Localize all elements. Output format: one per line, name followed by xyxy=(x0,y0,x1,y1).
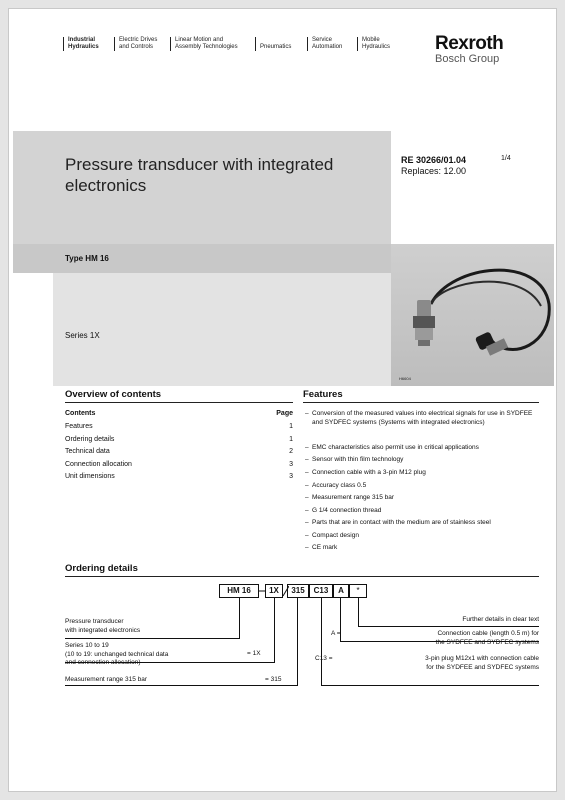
product-photo xyxy=(391,244,554,386)
title-line: Pressure transducer with integrated xyxy=(65,155,334,174)
feature-item: – Parts that are in contact with the medium are of stainless steel xyxy=(305,519,539,528)
nav-label: Pneumatics xyxy=(260,44,292,50)
code-dashes xyxy=(259,584,289,598)
connector-line xyxy=(65,685,298,686)
feature-item: – EMC characteristics also permit use in critical applications xyxy=(305,444,539,453)
series-label: Series 1X xyxy=(65,331,100,340)
feature-item: – Compact design xyxy=(305,532,539,541)
option-c13-description xyxy=(349,655,539,672)
option-a-description xyxy=(359,630,539,647)
ord-text-line: Connection cable (length 0.5 m) for xyxy=(437,630,539,637)
ord-text-line: with integrated electronics xyxy=(65,626,141,634)
toc-label: Features xyxy=(65,423,93,430)
connector-line xyxy=(321,685,539,686)
toc-row[interactable] xyxy=(65,461,293,471)
connector-line xyxy=(358,598,359,626)
toc-col-contents: Contents xyxy=(65,410,96,417)
feature-item: – Measurement range 315 bar xyxy=(305,494,539,503)
nav-label: Mobile xyxy=(362,37,380,43)
toc-row[interactable] xyxy=(65,448,293,458)
toc-page: 3 xyxy=(289,461,293,468)
toc-col-page: Page xyxy=(276,410,293,417)
ord-text-line: the SYDFEE and SYDFEC systems xyxy=(435,638,539,646)
nav-label: Automation xyxy=(312,44,343,50)
document-number: RE 30266/01.04 xyxy=(401,155,467,165)
nav-industrial-hydraulics[interactable] xyxy=(63,37,99,51)
feature-item: – Connection cable with a 3-pin M12 plug xyxy=(305,469,539,478)
toc-header xyxy=(65,410,293,420)
toc-label: Ordering details xyxy=(65,436,115,443)
nav-label: Electric Drives xyxy=(119,37,158,43)
overview-rule xyxy=(65,402,293,403)
nav-label: Hydraulics xyxy=(362,44,391,50)
connector-line xyxy=(239,598,240,638)
document-title xyxy=(65,154,385,196)
replaces-label: Replaces: 12.00 xyxy=(401,166,467,176)
nav-label: and Controls xyxy=(119,44,154,50)
code-further: * xyxy=(349,584,367,598)
ord-text-line: Pressure transducer xyxy=(65,618,124,625)
toc-page: 3 xyxy=(289,473,293,480)
nav-pneumatics[interactable] xyxy=(255,37,291,51)
range-value: = 315 xyxy=(265,676,282,683)
rexroth-logo: Rexroth xyxy=(435,33,504,54)
ord-text-line: for the SYDFEE and SYDFEC systems xyxy=(426,663,539,671)
further-details: Further details in clear text xyxy=(462,616,539,623)
code-plug: C13 xyxy=(309,584,333,598)
nav-label: Hydraulics xyxy=(68,44,99,50)
bosch-group-label: Bosch Group xyxy=(435,53,500,65)
title-line: electronics xyxy=(65,176,147,195)
connector-line xyxy=(65,638,240,639)
nav-label: Industrial xyxy=(68,37,96,43)
toc-label: Unit dimensions xyxy=(65,473,115,480)
series-value: = 1X xyxy=(247,650,261,657)
code-hm16: HM 16 xyxy=(219,584,259,598)
photo-tag: H6604 xyxy=(399,376,411,381)
ord-text-line: 3-pin plug M12x1 with connection cable xyxy=(425,655,539,662)
toc-page: 1 xyxy=(289,423,293,430)
toc-row[interactable] xyxy=(65,436,293,446)
connector-line xyxy=(321,598,322,685)
nav-label: Assembly Technologies xyxy=(175,44,238,50)
page-indicator: 1/4 xyxy=(501,155,511,162)
nav-electric-drives[interactable] xyxy=(114,37,157,51)
features-heading: Features xyxy=(303,389,343,400)
features-rule xyxy=(303,402,539,403)
range-description: Measurement range 315 bar xyxy=(65,676,148,683)
option-a-key: A = xyxy=(331,630,341,637)
toc-row[interactable] xyxy=(65,423,293,433)
ordering-rule xyxy=(65,576,539,577)
nav-mobile-hydraulics[interactable] xyxy=(357,37,390,51)
nav-service-automation[interactable] xyxy=(307,37,342,51)
toc-label: Technical data xyxy=(65,448,110,455)
datasheet-page xyxy=(8,8,557,792)
product-description xyxy=(65,618,140,635)
ord-text-line: Series 10 to 19 xyxy=(65,642,109,649)
code-series: 1X xyxy=(265,584,283,598)
toc-page: 1 xyxy=(289,436,293,443)
toc-page: 2 xyxy=(289,448,293,455)
connector-line xyxy=(274,598,275,662)
transducer-image xyxy=(391,244,554,386)
feature-item: – Conversion of the measured values into electrical signals for use in SYDFEE and SYDFEC systems (Systems with integrated electronics) xyxy=(305,410,539,427)
type-label: Type HM 16 xyxy=(65,254,109,263)
ord-text-line: (10 to 19: unchanged technical data xyxy=(65,650,169,658)
feature-item: – Accuracy class 0.5 xyxy=(305,482,539,491)
option-c13-key: C13 = xyxy=(315,655,333,662)
toc-label: Connection allocation xyxy=(65,461,132,468)
connector-line xyxy=(358,626,539,627)
toc-row[interactable] xyxy=(65,473,293,483)
feature-item: – G 1/4 connection thread xyxy=(305,507,539,516)
connector-line xyxy=(297,598,298,685)
ordering-heading: Ordering details xyxy=(65,563,138,574)
nav-label: Service xyxy=(312,37,333,43)
nav-linear-motion[interactable] xyxy=(170,37,238,51)
code-range: 315 xyxy=(287,584,309,598)
overview-heading: Overview of contents xyxy=(65,389,162,400)
code-cable: A xyxy=(333,584,349,598)
series-description xyxy=(65,642,168,668)
feature-item: – CE mark xyxy=(305,544,539,553)
ord-text-line: and connection allocation) xyxy=(65,659,141,666)
nav-label: Linear Motion and xyxy=(175,37,224,43)
feature-item: – Sensor with thin film technology xyxy=(305,456,539,465)
